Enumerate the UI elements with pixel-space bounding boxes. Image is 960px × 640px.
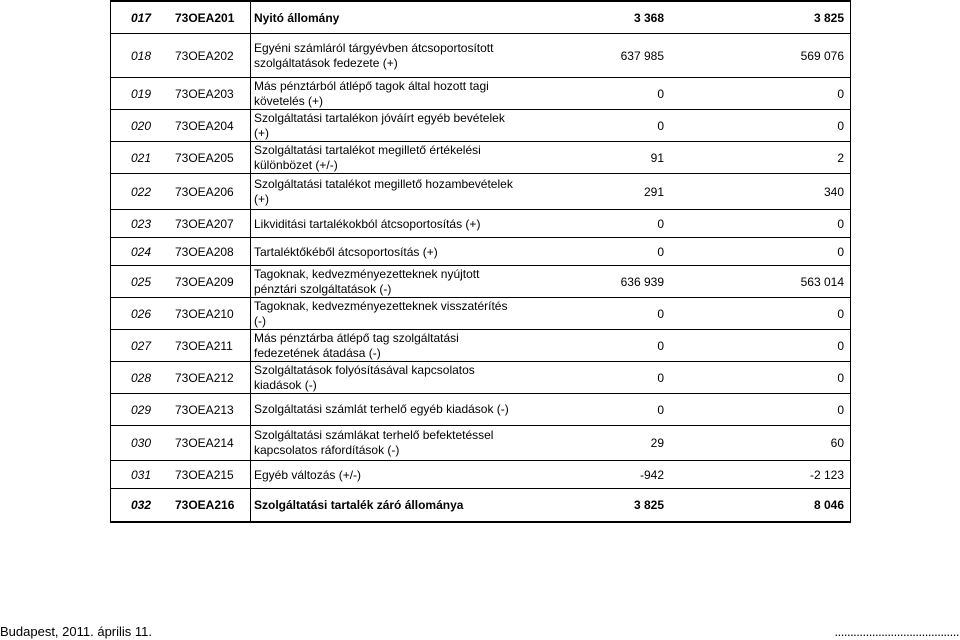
- row-number: 029: [131, 402, 152, 417]
- row-number: 023: [131, 216, 152, 231]
- table-row: [110, 210, 851, 238]
- row-value-current: 0: [837, 86, 844, 101]
- table-row: [110, 110, 851, 142]
- row-code: 73OEA215: [170, 461, 251, 488]
- row-number: 021: [131, 150, 152, 165]
- row-number: 032: [131, 498, 152, 512]
- row-value-previous: 636 939: [620, 274, 664, 289]
- row-value-previous: 91: [650, 150, 664, 165]
- table-row: [110, 489, 851, 523]
- row-code: 73OEA206: [170, 174, 251, 209]
- row-code: 73OEA205: [170, 142, 251, 173]
- row-value-previous: 0: [657, 306, 664, 321]
- row-name: Nyitó állomány: [254, 10, 340, 25]
- row-number: 026: [131, 306, 152, 321]
- row-value-current: 0: [837, 306, 844, 321]
- row-code: 73OEA211: [170, 330, 251, 361]
- row-value-previous: 29: [650, 436, 664, 450]
- row-value-previous: 0: [657, 338, 664, 353]
- row-value-current: 563 014: [800, 274, 844, 289]
- row-value-previous: 3 825: [633, 498, 664, 512]
- table-row: [110, 330, 851, 362]
- row-value-current: 0: [837, 216, 844, 231]
- signature-line: ........................................: [834, 624, 959, 639]
- row-value-previous: 3 368: [633, 10, 664, 25]
- table-row: [110, 142, 851, 174]
- row-code: 73OEA216: [170, 489, 251, 521]
- row-value-current: 0: [837, 244, 844, 259]
- row-value-current: 0: [837, 370, 844, 385]
- row-name: Tagoknak, kedvezményezetteknek nyújtott pénztári szolgáltatások (-): [254, 266, 480, 296]
- row-code: 73OEA204: [170, 110, 251, 141]
- row-name: Tagoknak, kedvezményezetteknek visszatérítés (-): [254, 298, 508, 328]
- row-value-previous: 0: [657, 216, 664, 231]
- table-row: [110, 426, 851, 461]
- table-row: [110, 298, 851, 330]
- row-name: Egyéni számláról tárgyévben átcsoportosított szolgáltatások fedezete (+): [254, 40, 494, 70]
- place-and-date: Budapest, 2011. április 11.: [0, 624, 153, 639]
- table-row: [110, 238, 851, 266]
- row-value-previous: 0: [657, 86, 664, 101]
- row-value-current: -2 123: [809, 467, 844, 482]
- row-value-current: 0: [837, 118, 844, 133]
- row-code: 73OEA209: [170, 266, 251, 297]
- row-value-current: 0: [837, 402, 844, 417]
- row-name: Szolgáltatási tartalékon jóváírt egyéb bevételek (+): [254, 110, 505, 140]
- row-number: 017: [131, 10, 152, 25]
- row-name: Szolgáltatások folyósításával kapcsolatos kiadások (-): [254, 362, 475, 392]
- table-row: [110, 34, 851, 78]
- row-code: 73OEA213: [170, 394, 251, 425]
- row-name: Más pénztárba átlépő tag szolgáltatási fedezetének átadása (-): [254, 330, 459, 360]
- row-value-previous: 0: [657, 402, 664, 417]
- row-number: 018: [131, 48, 152, 63]
- row-code: 73OEA210: [170, 298, 251, 329]
- row-value-previous: 637 985: [620, 48, 664, 63]
- row-code: 73OEA208: [170, 238, 251, 265]
- row-name: Szolgáltatási számlákat terhelő befektetéssel kapcsolatos ráfordítások (-): [254, 428, 494, 457]
- row-value-current: 3 825: [813, 10, 844, 25]
- row-number: 031: [131, 467, 152, 482]
- table-row: [110, 78, 851, 110]
- table-row: [110, 362, 851, 394]
- row-value-current: 8 046: [813, 498, 844, 512]
- row-name: Likviditási tartalékokból átcsoportosítás (+): [254, 216, 481, 231]
- row-number: 027: [131, 338, 152, 353]
- row-value-current: 569 076: [800, 48, 844, 63]
- table-row: [110, 0, 851, 34]
- row-value-current: 2: [837, 150, 844, 165]
- table-row: [110, 266, 851, 298]
- row-name: Egyéb változás (+/-): [254, 467, 362, 482]
- table-row: [110, 394, 851, 426]
- row-value-previous: -942: [639, 467, 664, 482]
- row-value-previous: 0: [657, 370, 664, 385]
- row-name: Szolgáltatási tartalékot megillető értékelési különbözet (+/-): [254, 142, 481, 172]
- row-value-current: 0: [837, 338, 844, 353]
- table-row: [110, 461, 851, 489]
- table-row: [110, 174, 851, 210]
- row-number: 024: [131, 244, 152, 259]
- row-code: 73OEA202: [170, 34, 251, 77]
- row-name: Tartaléktőkéből átcsoportosítás (+): [254, 244, 438, 259]
- row-code: 73OEA207: [170, 210, 251, 237]
- row-number: 030: [131, 436, 152, 450]
- row-code: 73OEA201: [170, 2, 251, 33]
- row-value-previous: 0: [657, 118, 664, 133]
- row-value-previous: 291: [643, 184, 664, 199]
- row-number: 025: [131, 274, 152, 289]
- row-number: 022: [131, 184, 152, 199]
- row-number: 019: [131, 86, 152, 101]
- row-value-current: 340: [823, 184, 844, 199]
- row-number: 020: [131, 118, 152, 133]
- row-code: 73OEA203: [170, 78, 251, 109]
- row-value-current: 60: [830, 436, 844, 450]
- row-name: Más pénztárból átlépő tagok által hozott tagi követelés (+): [254, 78, 489, 108]
- row-name: Szolgáltatási számlát terhelő egyéb kiadások (-): [254, 402, 509, 416]
- row-number: 028: [131, 370, 152, 385]
- report-table: [110, 0, 851, 523]
- row-name: Szolgáltatási tatalékot megillető hozambevételek (+): [254, 176, 513, 206]
- row-value-previous: 0: [657, 244, 664, 259]
- row-name: Szolgáltatási tartalék záró állománya: [254, 498, 464, 512]
- row-code: 73OEA212: [170, 362, 251, 393]
- row-code: 73OEA214: [170, 426, 251, 460]
